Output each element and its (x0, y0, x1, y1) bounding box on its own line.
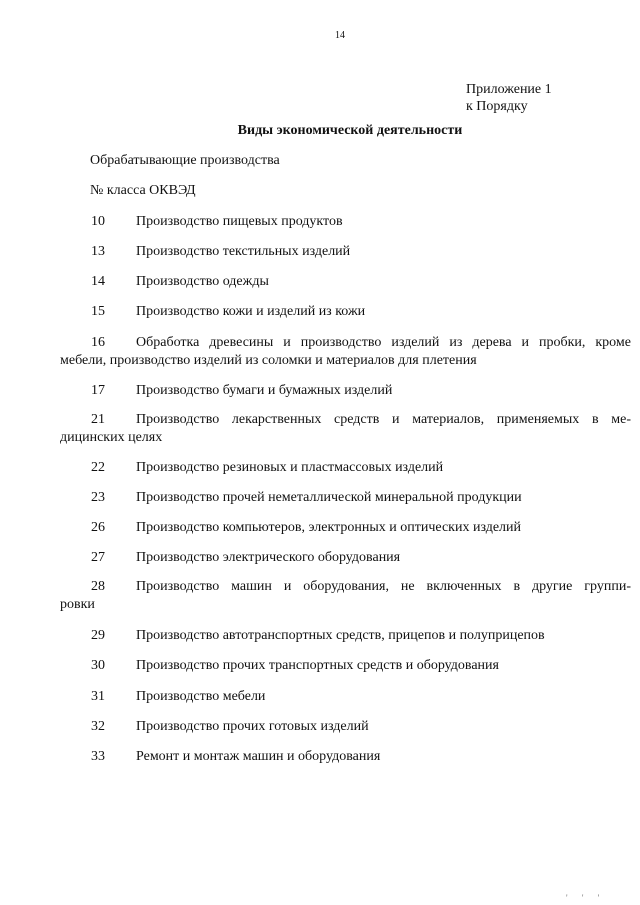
appendix-line-1: Приложение 1 (466, 82, 552, 97)
activity-description-continued: дицинских целях (60, 430, 163, 445)
activity-description: Производство автотранспортных средств, прицепов и полуприцепов (136, 628, 545, 643)
document-title: Виды экономической деятельности (237, 123, 463, 138)
okved-code: 30 (91, 658, 105, 673)
activity-description: Производство бумаги и бумажных изделий (136, 383, 393, 398)
page-number: 14 (335, 30, 345, 41)
class-column-header: № класса ОКВЭД (90, 183, 196, 198)
okved-code: 32 (91, 719, 105, 734)
activity-description: Производство пищевых продуктов (136, 214, 343, 229)
okved-code: 29 (91, 628, 105, 643)
okved-code: 13 (91, 244, 105, 259)
appendix-reference (466, 81, 552, 115)
section-heading: Обрабатывающие производства (90, 153, 280, 168)
okved-code: 10 (91, 214, 105, 229)
activity-description: Производство мебели (136, 689, 266, 704)
okved-code: 33 (91, 749, 105, 764)
scan-marks: ' ' ' (566, 893, 606, 903)
appendix-line-2: к Порядку (466, 99, 528, 114)
activity-description: Производство компьютеров, электронных и оптических изделий (136, 520, 522, 535)
okved-code: 21 (91, 412, 105, 427)
activity-description: Производство лекарственных средств и материалов, применяемых в ме- (136, 412, 631, 427)
activity-description: Производство одежды (136, 274, 269, 289)
activity-description: Производство электрического оборудования (136, 550, 401, 565)
activity-description: Производство машин и оборудования, не включенных в другие группи- (136, 579, 631, 594)
okved-code: 26 (91, 520, 105, 535)
activity-description-continued: ровки (60, 597, 95, 612)
activity-description: Обработка древесины и производство изделий из дерева и пробки, кроме (136, 335, 631, 350)
activity-description: Производство резиновых и пластмассовых изделий (136, 460, 444, 475)
activity-description: Производство текстильных изделий (136, 244, 351, 259)
okved-code: 23 (91, 490, 105, 505)
okved-code: 15 (91, 304, 105, 319)
okved-code: 14 (91, 274, 105, 289)
activity-description: Производство прочих транспортных средств и оборудования (136, 658, 499, 673)
okved-code: 17 (91, 383, 105, 398)
activity-description: Производство прочей неметаллической минеральной продукции (136, 490, 522, 505)
okved-code: 16 (91, 335, 105, 350)
activity-description: Производство прочих готовых изделий (136, 719, 369, 734)
okved-code: 27 (91, 550, 105, 565)
activity-description: Производство кожи и изделий из кожи (136, 304, 366, 319)
activity-description: Ремонт и монтаж машин и оборудования (136, 749, 381, 764)
activity-description-continued: мебели, производство изделий из соломки и материалов для плетения (60, 353, 477, 368)
okved-code: 28 (91, 579, 105, 594)
okved-code: 22 (91, 460, 105, 475)
okved-code: 31 (91, 689, 105, 704)
